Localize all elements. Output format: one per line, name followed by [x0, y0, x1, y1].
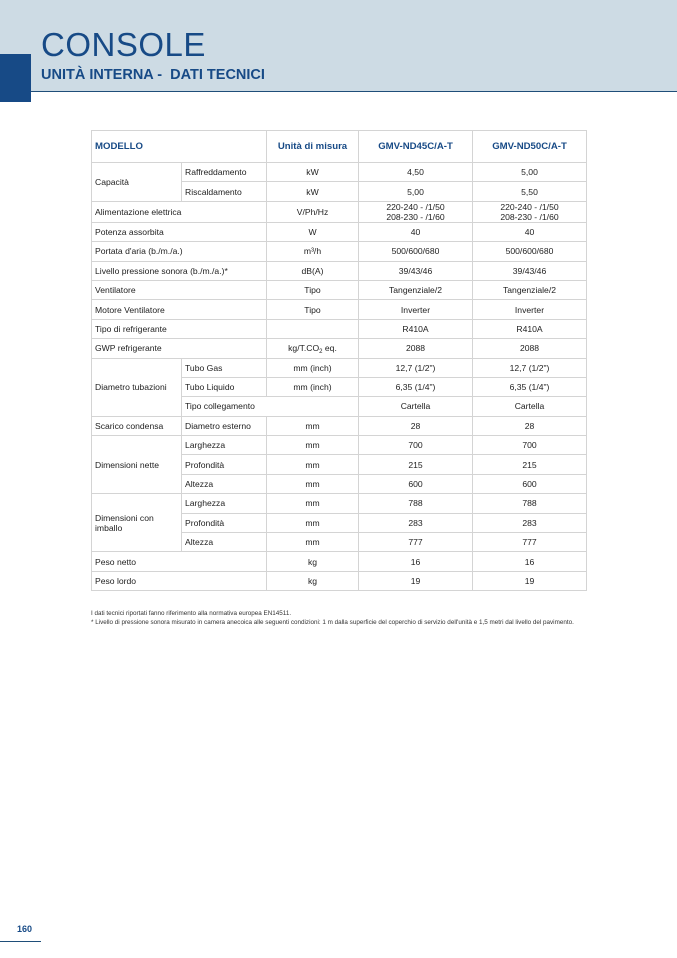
value-b: 39/43/46: [473, 261, 587, 280]
unit-post: eq.: [322, 343, 337, 354]
page-subtitle: UNITÀ INTERNA - DATI TECNICI: [41, 67, 265, 83]
value-a: 39/43/46: [359, 261, 473, 280]
value-b: [473, 201, 587, 222]
value-a: 4,50: [359, 163, 473, 182]
value-b-line2: 208-230 - /1/60: [500, 211, 559, 222]
unit-subscript: 2: [319, 349, 323, 356]
value-a: 283: [359, 513, 473, 532]
value-b: 700: [473, 436, 587, 455]
sub-label: Tipo collegamento: [182, 397, 359, 416]
unit-cell: Tipo: [267, 280, 359, 299]
unit-cell: dB(A): [267, 261, 359, 280]
value-b: 600: [473, 474, 587, 493]
unit-cell: [267, 319, 359, 338]
unit-cell: mm: [267, 416, 359, 435]
value-a: Inverter: [359, 300, 473, 319]
header-divider: [0, 91, 677, 92]
unit-cell: mm (inch): [267, 358, 359, 377]
table-row: [92, 242, 587, 261]
row-label-capacita: Capacità: [92, 163, 182, 202]
row-label-diametro: Diametro tubazioni: [92, 358, 182, 416]
value-a: 500/600/680: [359, 242, 473, 261]
value-b: 28: [473, 416, 587, 435]
unit-cell: mm: [267, 513, 359, 532]
footnotes: [91, 609, 591, 627]
table-row: [92, 494, 587, 513]
table-row: [92, 280, 587, 299]
sub-label: Altezza: [182, 533, 267, 552]
row-label: Potenza assorbita: [92, 222, 267, 241]
row-label-alimentazione: Alimentazione elettrica: [92, 201, 267, 222]
technical-data-table: [91, 130, 587, 591]
value-a: 788: [359, 494, 473, 513]
table-row: [92, 201, 587, 222]
unit-cell: [267, 339, 359, 358]
value-a: 6,35 (1/4"): [359, 377, 473, 396]
unit-cell: mm: [267, 474, 359, 493]
footnote-standard: I dati tecnici riportati fanno riferimento alla normativa europea EN14511.: [91, 610, 292, 617]
row-label: Portata d'aria (b./m./a.): [92, 242, 267, 261]
value-b: 12,7 (1/2"): [473, 358, 587, 377]
value-a: 40: [359, 222, 473, 241]
sub-label: Diametro esterno: [182, 416, 267, 435]
sub-label: Riscaldamento: [182, 182, 267, 201]
sub-label: Tubo Gas: [182, 358, 267, 377]
value-b: 500/600/680: [473, 242, 587, 261]
footnote-sound-level: * Livello di pressione sonora misurato in camera anecoica alle seguenti condizioni: 1 m dalla superficie del coperchio di servizio dell'unità e 1,5 metri dal livello del pavimento.: [91, 619, 574, 626]
value-a: 700: [359, 436, 473, 455]
row-label-dim-nette: Dimensioni nette: [92, 436, 182, 494]
value-b: 2088: [473, 339, 587, 358]
table-row: [92, 319, 587, 338]
value-a: [359, 201, 473, 222]
unit-cell: W: [267, 222, 359, 241]
unit-cell: kW: [267, 163, 359, 182]
header-modello: MODELLO: [92, 131, 267, 163]
value-a: 19: [359, 571, 473, 590]
table-row: [92, 300, 587, 319]
row-label: Livello pressione sonora (b./m./a.)*: [92, 261, 267, 280]
table-header-row: [92, 131, 587, 163]
value-b: Cartella: [473, 397, 587, 416]
value-b: 5,00: [473, 163, 587, 182]
table-row: [92, 571, 587, 590]
value-b: 40: [473, 222, 587, 241]
header-unita: Unità di misura: [267, 131, 359, 163]
value-a: Cartella: [359, 397, 473, 416]
page-title: CONSOLE: [41, 26, 206, 63]
unit-cell: mm: [267, 455, 359, 474]
row-label: Ventilatore: [92, 280, 267, 299]
unit-pre: kg/T.CO: [288, 343, 320, 354]
row-label: Motore Ventilatore: [92, 300, 267, 319]
table-row: [92, 552, 587, 571]
unit-cell: m³/h: [267, 242, 359, 261]
sub-label: Profondità: [182, 455, 267, 474]
value-b: 19: [473, 571, 587, 590]
sub-label: Tubo Liquido: [182, 377, 267, 396]
value-b: 283: [473, 513, 587, 532]
unit-cell: mm: [267, 494, 359, 513]
value-a: Tangenziale/2: [359, 280, 473, 299]
value-b: R410A: [473, 319, 587, 338]
sub-label: Raffreddamento: [182, 163, 267, 182]
value-a: 2088: [359, 339, 473, 358]
value-b: 16: [473, 552, 587, 571]
row-label: Peso netto: [92, 552, 267, 571]
row-label: GWP refrigerante: [92, 339, 267, 358]
value-a: 16: [359, 552, 473, 571]
value-b: Tangenziale/2: [473, 280, 587, 299]
table-row: [92, 436, 587, 455]
table-row: [92, 222, 587, 241]
page-number: 160: [17, 924, 33, 934]
table-row: [92, 261, 587, 280]
value-b: 6,35 (1/4"): [473, 377, 587, 396]
sub-label: Larghezza: [182, 436, 267, 455]
row-label-dim-imballo: Dimensioni con imballo: [92, 494, 182, 552]
value-a: 215: [359, 455, 473, 474]
table-row: [92, 358, 587, 377]
value-a: 600: [359, 474, 473, 493]
value-a: 5,00: [359, 182, 473, 201]
unit-cell: V/Ph/Hz: [267, 201, 359, 222]
sub-label: Profondità: [182, 513, 267, 532]
unit-cell: Tipo: [267, 300, 359, 319]
unit-cell: kg: [267, 552, 359, 571]
table-row: [92, 163, 587, 182]
value-b: 5,50: [473, 182, 587, 201]
value-a-line2: 208-230 - /1/60: [386, 211, 445, 222]
row-label-scarico: Scarico condensa: [92, 416, 182, 435]
unit-cell: kW: [267, 182, 359, 201]
row-label: Tipo di refrigerante: [92, 319, 267, 338]
unit-cell: mm (inch): [267, 377, 359, 396]
table-row: [92, 416, 587, 435]
unit-cell: mm: [267, 533, 359, 552]
value-b: 215: [473, 455, 587, 474]
value-a: 28: [359, 416, 473, 435]
value-b: 777: [473, 533, 587, 552]
value-a: R410A: [359, 319, 473, 338]
page-number-rule: [0, 941, 41, 942]
value-a-line1: 220-240 - /1/50: [386, 201, 445, 212]
unit-cell: kg: [267, 571, 359, 590]
sub-label: Larghezza: [182, 494, 267, 513]
value-a: 777: [359, 533, 473, 552]
header-model-b: GMV-ND50C/A-T: [473, 131, 587, 163]
table-row: [92, 339, 587, 358]
value-b-line1: 220-240 - /1/50: [500, 201, 559, 212]
accent-block: [0, 54, 31, 102]
sub-label: Altezza: [182, 474, 267, 493]
value-b: Inverter: [473, 300, 587, 319]
header-model-a: GMV-ND45C/A-T: [359, 131, 473, 163]
value-b: 788: [473, 494, 587, 513]
row-label: Peso lordo: [92, 571, 267, 590]
unit-cell: mm: [267, 436, 359, 455]
value-a: 12,7 (1/2"): [359, 358, 473, 377]
